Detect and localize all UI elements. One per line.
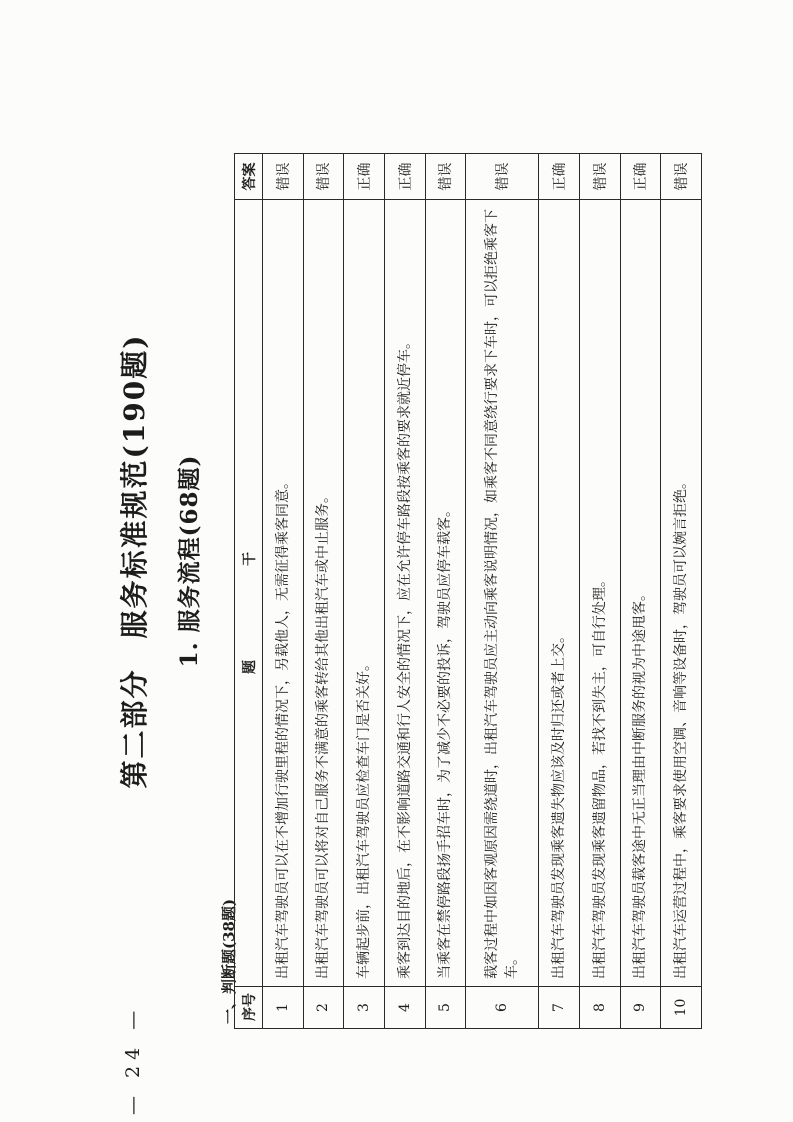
row-answer: 正确 (539, 154, 580, 200)
header-index: 序号 (235, 987, 263, 1029)
row-answer: 正确 (344, 154, 385, 200)
table-row (466, 154, 539, 1029)
table-row (303, 154, 344, 1029)
row-index: 9 (620, 987, 661, 1029)
row-index: 1 (263, 987, 304, 1029)
row-stem: 出租汽车驾驶员可以将对自己服务不满意的乘客转给其他出租汽车或中止服务。 (303, 200, 344, 987)
row-stem: 当乘客在禁停路段扬手招车时，为了减少不必要的投诉，驾驶员应停车载客。 (425, 200, 466, 987)
row-stem: 乘客到达目的地后，在不影响道路交通和行人安全的情况下，应在允许停车路段按乘客的要求就近停车。 (384, 200, 425, 987)
row-answer: 错误 (425, 154, 466, 200)
row-stem: 车辆起步前，出租汽车驾驶员应检查车门是否关好。 (344, 200, 385, 987)
row-index: 5 (425, 987, 466, 1029)
row-stem: 出租汽车驾驶员发现乘客遗失物应该及时归还或者上交。 (539, 200, 580, 987)
table-row (539, 154, 580, 1029)
question-table (234, 153, 702, 1029)
table-row (263, 154, 304, 1029)
table-row (620, 154, 661, 1029)
header-answer: 答案 (235, 154, 263, 200)
row-index: 10 (661, 987, 702, 1029)
row-answer: 错误 (580, 154, 621, 200)
table-row (661, 154, 702, 1029)
row-index: 8 (580, 987, 621, 1029)
row-index: 6 (466, 987, 539, 1029)
table-row (425, 154, 466, 1029)
row-answer: 错误 (303, 154, 344, 200)
row-stem: 出租汽车驾驶员发现乘客遗留物品，若找不到失主，可自行处理。 (580, 200, 621, 987)
row-stem: 载客过程中如因客观原因需绕道时，出租汽车驾驶员应主动向乘客说明情况，如乘客不同意绕行要求下车时，可以拒绝乘客下车。 (466, 200, 539, 987)
header-stem: 题 干 (235, 200, 263, 987)
row-stem: 出租汽车运营过程中，乘客要求使用空调、音响等设备时，驾驶员可以婉言拒绝。 (661, 200, 702, 987)
table-row (580, 154, 621, 1029)
row-answer: 错误 (263, 154, 304, 200)
table-row (344, 154, 385, 1029)
question-type-title: 一、判断题(38题) (220, 898, 238, 1024)
row-stem: 出租汽车驾驶员可以在不增加行驶里程的情况下，另载他人，无需征得乘客同意。 (263, 200, 304, 987)
part-title: 第二部分 服务标准规范(190题) (118, 333, 151, 789)
row-answer: 错误 (661, 154, 702, 200)
row-index: 7 (539, 987, 580, 1029)
page-number: — 24 — (122, 1004, 144, 1115)
section-title: 1. 服务流程(68题) (176, 454, 203, 668)
row-answer: 错误 (466, 154, 539, 200)
row-index: 4 (384, 987, 425, 1029)
row-answer: 正确 (620, 154, 661, 200)
row-stem: 出租汽车驾驶员载客途中无正当理由中断服务的视为中途甩客。 (620, 200, 661, 987)
table-row (384, 154, 425, 1029)
row-index: 3 (344, 987, 385, 1029)
row-answer: 正确 (384, 154, 425, 200)
table-header-row (235, 154, 263, 1029)
row-index: 2 (303, 987, 344, 1029)
